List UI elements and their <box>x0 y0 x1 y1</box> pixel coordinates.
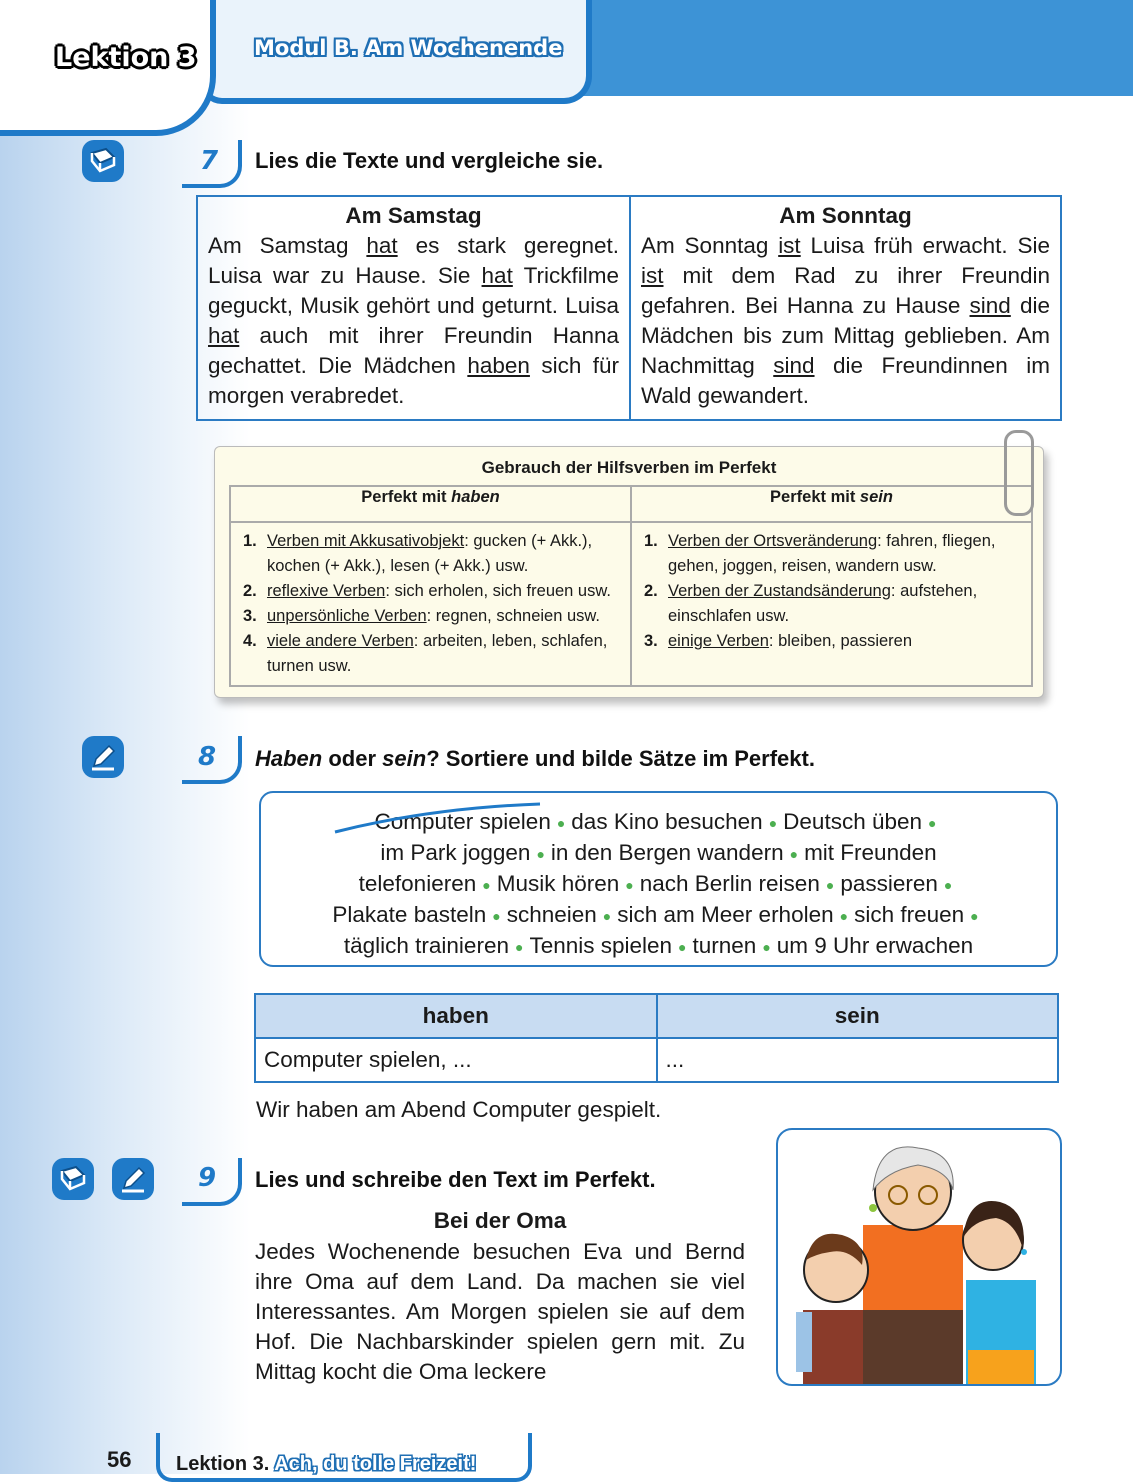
bullet-dot: ● <box>839 908 849 925</box>
texts-table <box>196 195 1062 421</box>
bullet-dot: ● <box>536 846 545 863</box>
bullet-dot: ● <box>625 877 634 894</box>
bullet-dot: ● <box>943 877 953 894</box>
word-phrase: sich freuen <box>854 902 965 928</box>
grammar-table <box>229 485 1033 687</box>
exercise-9-number: 9 <box>198 1163 217 1193</box>
word-phrase: passieren <box>840 871 938 897</box>
book-icon <box>52 1158 94 1200</box>
exercise-8-number: 8 <box>198 742 217 772</box>
word-line <box>261 838 1056 869</box>
bullet-dot: ● <box>482 877 491 894</box>
exercise-8-instruction: Haben oder sein? Sortiere und bilde Sätze im Perfekt. <box>255 746 815 771</box>
word-phrase: um 9 Uhr erwachen <box>776 933 974 959</box>
word-line <box>261 869 1056 900</box>
word-phrase: Tennis spielen <box>529 933 673 959</box>
haben-header: Perfekt mit haben <box>230 486 631 522</box>
modul-title: Modul B. Am Wochenende <box>254 36 563 60</box>
sort-header-sein: sein <box>657 994 1059 1038</box>
bullet-dot: ● <box>768 815 778 832</box>
bullet-dot: ● <box>678 939 687 956</box>
sonntag-text: Am Sonntag ist Luisa früh erwacht. Sie ist mit dem Rad zu ihrer Freundin gefahren. Bei Hanna zu Hause sind die Mädchen bis zum Mittag geblieben. Am Nachmittag sind die Freundinnen im Wald gewandert. <box>641 233 1051 408</box>
grammar-box <box>214 446 1044 698</box>
word-phrase: mit Freunden <box>804 840 937 866</box>
exercise-7-number: 7 <box>200 146 219 176</box>
page-number: 56 <box>107 1447 132 1472</box>
word-line <box>261 931 1056 962</box>
word-phrase: turnen <box>692 933 757 959</box>
word-phrase: Plakate basteln <box>332 902 487 928</box>
sein-rule: 3. einige Verben: bleiben, passieren <box>644 632 913 650</box>
haben-rule: 1. Verben mit Akkusativobjekt: gucken (+ Akk.), kochen (+ Akk.), lesen (+ Akk.) usw. <box>243 532 593 575</box>
exercise-7-instruction: Lies die Texte und vergleiche sie. <box>255 148 604 173</box>
bullet-dot: ● <box>556 815 566 832</box>
word-line <box>261 900 1056 931</box>
word-phrase: nach Berlin reisen <box>639 871 820 897</box>
story-text: Jedes Wochenende besuchen Eva und Bernd ihre Oma auf dem Land. Da machen sie viel Interessantes. Am Morgen spielen sie auf dem Hof. Die Nachbarskinder spielen gern mit. Zu Mittag kocht die Oma leckere <box>255 1239 745 1384</box>
grammar-title: Gebrauch der Hilfsverben im Perfekt <box>481 458 777 477</box>
haben-rule: 3. unpersönliche Verben: regnen, schneien usw. <box>243 607 600 625</box>
samstag-column <box>198 197 629 419</box>
book-icon <box>82 140 124 182</box>
strike-line <box>330 800 545 840</box>
bullet-dot: ● <box>928 815 937 832</box>
haben-rules <box>230 522 631 686</box>
sein-rules <box>631 522 1032 686</box>
story-title: Bei der Oma <box>433 1208 567 1233</box>
bullet-dot: ● <box>514 939 524 956</box>
paperclip-icon <box>1004 430 1034 516</box>
sein-rule: 2. Verben der Zustandsänderung: aufstehen, einschlafen usw. <box>644 582 978 625</box>
sort-table <box>254 993 1059 1083</box>
sein-header: Perfekt mit sein <box>631 486 1032 522</box>
haben-rule: 2. reflexive Verben: sich erholen, sich freuen usw. <box>243 582 611 600</box>
pencil-icon <box>112 1158 154 1200</box>
bullet-dot: ● <box>789 846 799 863</box>
word-phrase: täglich trainieren <box>343 933 509 959</box>
sort-cell-sein: ... <box>657 1038 1059 1082</box>
haben-rule: 4. viele andere Verben: arbeiten, leben, schlafen, turnen usw. <box>243 632 608 675</box>
word-phrase: sich am Meer erholen <box>617 902 834 928</box>
sonntag-column <box>629 197 1060 419</box>
word-phrase: Deutsch üben <box>783 809 923 834</box>
word-phrase: schneien <box>506 902 597 928</box>
word-phrase: das Kino besuchen <box>571 809 763 834</box>
word-phrase: in den Bergen wandern <box>550 840 784 866</box>
word-phrase: Musik hören <box>496 871 620 897</box>
bullet-dot: ● <box>492 908 501 925</box>
bullet-dot: ● <box>762 939 771 956</box>
footer-title: Lektion 3. Ach, du tolle Freizeit! <box>176 1453 477 1475</box>
bullet-dot: ● <box>602 908 612 925</box>
pencil-icon <box>82 736 124 778</box>
illustration-grandma-children <box>776 1128 1062 1386</box>
header-band <box>560 0 1133 96</box>
sort-cell-haben: Computer spielen, ... <box>255 1038 657 1082</box>
sein-rule: 1. Verben der Ortsveränderung: fahren, fliegen, gehen, joggen, reisen, wandern usw. <box>644 532 996 575</box>
word-phrase: telefonieren <box>358 871 477 897</box>
example-sentence: Wir haben am Abend Computer gespielt. <box>256 1097 662 1122</box>
lektion-title: Lektion 3 <box>55 42 197 73</box>
sort-header-haben: haben <box>255 994 657 1038</box>
bullet-dot: ● <box>970 908 979 925</box>
samstag-title: Am Samstag <box>345 203 482 228</box>
word-phrase: Computer spielen <box>374 809 551 834</box>
exercise-9-instruction: Lies und schreibe den Text im Perfekt. <box>255 1167 656 1192</box>
word-phrase: im Park joggen <box>380 840 531 866</box>
sonntag-title: Am Sonntag <box>779 203 912 228</box>
bullet-dot: ● <box>825 877 835 894</box>
samstag-text: Am Samstag hat es stark geregnet. Luisa war zu Hause. Sie hat Trickfilme geguckt, Musik gehört und geturnt. Luisa hat auch mit ihrer Freundin Hanna gechattet. Die Mädchen haben sich für morgen verabredet. <box>208 233 620 408</box>
